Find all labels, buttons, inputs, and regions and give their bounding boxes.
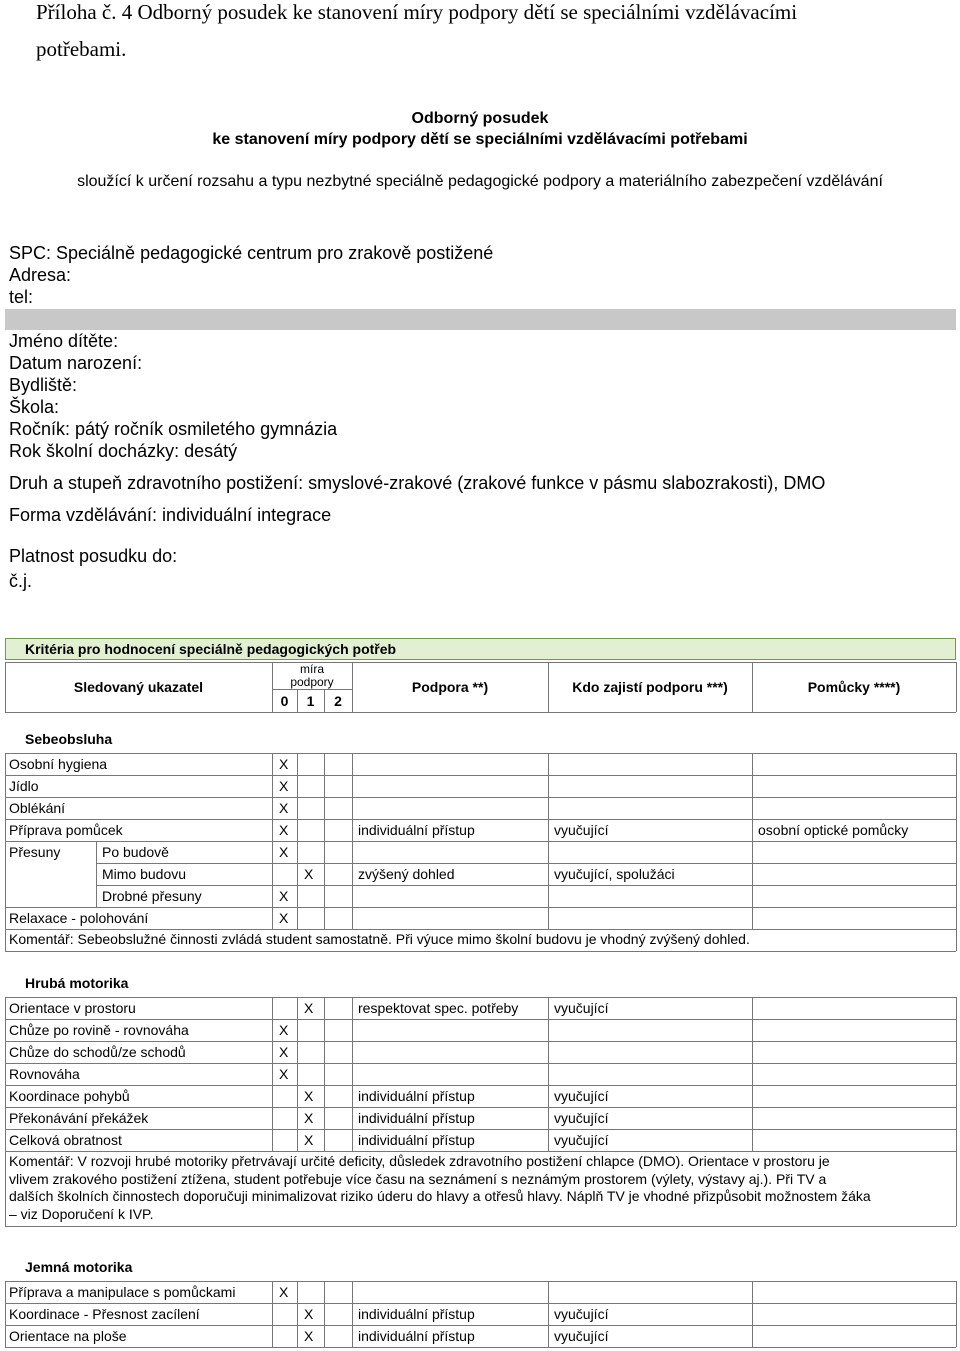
column-border — [5, 775, 6, 797]
section-comment-line: vlivem zrakového postižení ztížena, student potřebuje více času na seznámení s neznámým prostorem (výlety, výstavy aj.). Při TV a — [9, 1170, 827, 1187]
child-name-label: Jméno dítěte: — [9, 331, 119, 351]
row-label: Orientace na ploše — [9, 1328, 127, 1344]
col-provider-header: Kdo zajistí podporu ***) — [572, 679, 728, 695]
support-value: individuální přístup — [358, 1110, 475, 1126]
row-border — [5, 1085, 956, 1086]
column-border — [297, 997, 298, 1019]
column-border — [352, 775, 353, 797]
column-border — [548, 1303, 549, 1325]
column-border — [297, 753, 298, 775]
column-border — [272, 775, 273, 797]
column-border — [272, 1085, 273, 1107]
column-border — [324, 841, 325, 863]
column-border — [297, 841, 298, 863]
col-measure-header-top: míra — [300, 662, 324, 676]
column-border — [752, 1041, 753, 1063]
row-border — [5, 929, 956, 930]
column-border — [752, 863, 753, 885]
column-border — [297, 1281, 298, 1303]
column-border — [956, 929, 957, 951]
column-border — [752, 1063, 753, 1085]
column-border — [272, 841, 273, 863]
column-border — [956, 885, 957, 907]
column-border — [352, 863, 353, 885]
column-border — [5, 841, 6, 863]
column-border — [752, 907, 753, 929]
column-border — [956, 1085, 957, 1107]
section-title: Sebeobsluha — [25, 731, 113, 747]
child-school-label: Škola: — [9, 397, 60, 417]
column-border — [297, 775, 298, 797]
section-title: Hrubá motorika — [25, 975, 129, 991]
column-border — [956, 1303, 957, 1325]
column-border — [5, 929, 6, 951]
support-value: individuální přístup — [358, 1132, 475, 1148]
column-border — [956, 797, 957, 819]
column-border — [297, 885, 298, 907]
section-table-top — [5, 753, 956, 754]
row-label: Příprava a manipulace s pomůckami — [9, 1284, 236, 1300]
support-level-mark: X — [304, 1306, 314, 1322]
column-border — [548, 841, 549, 863]
column-border — [272, 863, 273, 885]
section-comment-line: dalších školních činnostech doporučuji minimalizovat riziko úderu do hlavy a otřesů hlavy. Náplň TV je vhodné přizpůsobit možnostem žáka — [9, 1188, 871, 1205]
support-level-mark: X — [304, 1088, 314, 1104]
attachment-heading-line2: potřebami. — [36, 37, 127, 61]
column-border — [956, 753, 957, 775]
column-border — [297, 863, 298, 885]
row-label: Celková obratnost — [9, 1132, 122, 1148]
column-border — [297, 1085, 298, 1107]
column-border — [352, 753, 353, 775]
column-border — [548, 1063, 549, 1085]
comment-border — [5, 951, 956, 952]
col-aids-header: Pomůcky ****) — [807, 679, 901, 695]
spc-name: SPC: Speciálně pedagogické centrum pro zrakově postižené — [9, 243, 494, 263]
row-label: Relaxace - polohování — [9, 910, 149, 926]
row-label: Orientace v prostoru — [9, 1000, 136, 1016]
provider-value: vyučující, spolužáci — [554, 866, 675, 882]
column-border — [548, 1107, 549, 1129]
column-border — [956, 1281, 957, 1303]
column-border — [956, 1107, 957, 1129]
level-0-header: 0 — [280, 693, 289, 709]
row-label: Rovnováha — [9, 1066, 80, 1082]
column-border — [352, 1303, 353, 1325]
row-group-label: Přesuny — [9, 844, 61, 860]
section-comment-line: Komentář: V rozvoji hrubé motoriky přetrvávají určité deficity, důsledek zdravotního postižení chlapce (DMO). Orientace v prostoru je — [9, 1153, 830, 1169]
row-label: Překonávání překážek — [9, 1110, 149, 1126]
section-title: Jemná motorika — [25, 1259, 133, 1275]
provider-value: vyučující — [554, 1088, 609, 1104]
column-border — [5, 1303, 6, 1325]
column-border — [352, 819, 353, 841]
column-border — [956, 907, 957, 929]
address-label: Adresa: — [9, 265, 72, 285]
column-border — [5, 753, 6, 775]
provider-value: vyučující — [554, 1328, 609, 1344]
column-border — [548, 1129, 549, 1151]
column-border — [297, 907, 298, 929]
row-label: Chůze do schodů/ze schodů — [9, 1044, 186, 1060]
row-border — [5, 775, 956, 776]
column-border — [352, 1107, 353, 1129]
child-school-year: Rok školní docházky: desátý — [9, 441, 238, 461]
section-comment-line: Komentář: Sebeobslužné činnosti zvládá student samostatně. Při výuce mimo školní budovu je vhodný zvýšený dohled. — [9, 931, 750, 947]
column-border — [96, 841, 97, 863]
column-border — [324, 863, 325, 885]
child-grade: Ročník: pátý ročník osmiletého gymnázia — [9, 419, 338, 439]
column-border — [5, 797, 6, 819]
column-border — [272, 1325, 273, 1347]
column-border — [5, 1041, 6, 1063]
phone-label: tel: — [9, 287, 34, 307]
comment-border — [5, 1226, 956, 1227]
column-border — [96, 885, 97, 907]
column-border — [352, 841, 353, 863]
column-border — [272, 753, 273, 775]
education-form: Forma vzdělávání: individuální integrace — [9, 505, 332, 525]
column-border — [352, 1019, 353, 1041]
column-border — [548, 1325, 549, 1347]
document-title: Odborný posudek — [411, 110, 549, 127]
column-border — [956, 841, 957, 863]
row-border — [96, 885, 956, 886]
column-border — [352, 997, 353, 1019]
support-level-mark: X — [279, 778, 289, 794]
column-border — [272, 797, 273, 819]
column-border — [956, 1151, 957, 1226]
row-border — [5, 1041, 956, 1042]
column-border — [272, 819, 273, 841]
column-border — [752, 775, 753, 797]
column-border — [352, 1085, 353, 1107]
column-border — [752, 1129, 753, 1151]
column-border — [5, 819, 6, 841]
column-border — [272, 885, 273, 907]
column-border — [324, 1063, 325, 1085]
level-2-header: 2 — [334, 693, 342, 709]
section-table-top — [5, 997, 956, 998]
row-border — [5, 1303, 956, 1304]
support-value: zvýšený dohled — [358, 866, 455, 882]
column-border — [752, 841, 753, 863]
col-measure-header-bottom: podpory — [290, 675, 334, 689]
column-border — [548, 753, 549, 775]
column-border — [956, 863, 957, 885]
provider-value: vyučující — [554, 1306, 609, 1322]
header-line-top — [5, 662, 956, 663]
column-border — [752, 885, 753, 907]
support-level-mark: X — [279, 1044, 289, 1060]
column-border — [548, 907, 549, 929]
column-border — [5, 1019, 6, 1041]
column-border — [324, 1325, 325, 1347]
row-border — [5, 1325, 956, 1326]
column-border — [548, 1085, 549, 1107]
validity-label: Platnost posudku do: — [9, 546, 178, 566]
row-border — [5, 1347, 956, 1348]
child-residence-label: Bydliště: — [9, 375, 78, 395]
column-border — [752, 1085, 753, 1107]
column-border — [324, 819, 325, 841]
row-label: Mimo budovu — [102, 866, 187, 882]
column-border — [548, 997, 549, 1019]
column-border — [5, 885, 6, 907]
column-border — [752, 753, 753, 775]
column-border — [352, 885, 353, 907]
column-border — [352, 1063, 353, 1085]
support-level-mark: X — [279, 1066, 289, 1082]
row-label: Příprava pomůcek — [9, 822, 123, 838]
column-border — [5, 1151, 6, 1226]
separator-band — [5, 309, 956, 330]
support-value: individuální přístup — [358, 1306, 475, 1322]
row-label: Koordinace pohybů — [9, 1088, 130, 1104]
column-border — [5, 1281, 6, 1303]
document-subtitle: ke stanovení míry podpory dětí se speciálními vzdělávacími potřebami — [212, 131, 748, 148]
row-border — [5, 1019, 956, 1020]
column-border — [297, 1303, 298, 1325]
column-border — [324, 1107, 325, 1129]
support-level-mark: X — [279, 800, 289, 816]
column-border — [352, 1041, 353, 1063]
column-border — [956, 1041, 957, 1063]
support-level-mark: X — [279, 1284, 289, 1300]
column-border — [297, 1129, 298, 1151]
column-border — [956, 1129, 957, 1151]
support-level-mark: X — [279, 844, 289, 860]
support-level-mark: X — [279, 822, 289, 838]
column-border — [548, 885, 549, 907]
column-border — [272, 907, 273, 929]
column-border — [352, 1281, 353, 1303]
column-border — [956, 819, 957, 841]
column-border — [324, 1019, 325, 1041]
column-border — [324, 775, 325, 797]
reference-number-label: č.j. — [9, 571, 33, 591]
support-level-mark: X — [304, 866, 314, 882]
column-border — [297, 1063, 298, 1085]
provider-value: vyučující — [554, 822, 609, 838]
column-border — [96, 863, 97, 885]
column-border — [5, 1085, 6, 1107]
column-border — [272, 1303, 273, 1325]
provider-value: vyučující — [554, 1132, 609, 1148]
child-birth-label: Datum narození: — [9, 353, 143, 373]
column-border — [272, 1063, 273, 1085]
column-border — [752, 797, 753, 819]
support-level-mark: X — [279, 888, 289, 904]
support-level-mark: X — [279, 1022, 289, 1038]
column-border — [297, 819, 298, 841]
criteria-title: Kritéria pro hodnocení speciálně pedagogických potřeb — [25, 641, 397, 657]
column-border — [272, 1129, 273, 1151]
column-border — [324, 997, 325, 1019]
column-border — [548, 1281, 549, 1303]
row-border — [5, 1129, 956, 1130]
column-border — [272, 1019, 273, 1041]
column-border — [548, 1041, 549, 1063]
column-border — [956, 1325, 957, 1347]
col-support-header: Podpora **) — [411, 679, 489, 695]
column-border — [5, 1107, 6, 1129]
column-border — [752, 819, 753, 841]
aids-value: osobní optické pomůcky — [758, 822, 909, 838]
section-comment-line: – viz Doporučení k IVP. — [9, 1206, 154, 1223]
column-border — [352, 1129, 353, 1151]
column-border — [272, 1281, 273, 1303]
row-label: Po budově — [102, 844, 169, 860]
column-border — [548, 819, 549, 841]
column-border — [956, 1063, 957, 1085]
support-value: individuální přístup — [358, 822, 475, 838]
support-level-mark: X — [304, 1110, 314, 1126]
column-border — [548, 863, 549, 885]
support-level-mark: X — [304, 1132, 314, 1148]
column-border — [324, 753, 325, 775]
column-border — [352, 907, 353, 929]
column-border — [297, 1325, 298, 1347]
column-border — [324, 1041, 325, 1063]
row-border — [5, 1063, 956, 1064]
row-border — [5, 1151, 956, 1152]
row-label: Drobné přesuny — [102, 888, 202, 904]
column-border — [956, 997, 957, 1019]
row-label: Oblékání — [9, 800, 66, 816]
support-value: individuální přístup — [358, 1328, 475, 1344]
column-border — [752, 1303, 753, 1325]
row-label: Jídlo — [9, 778, 39, 794]
row-border — [5, 907, 956, 908]
column-border — [548, 1019, 549, 1041]
support-level-mark: X — [279, 756, 289, 772]
column-border — [5, 863, 6, 885]
support-level-mark: X — [304, 1000, 314, 1016]
column-border — [324, 1085, 325, 1107]
column-border — [272, 1107, 273, 1129]
provider-value: vyučující — [554, 1110, 609, 1126]
column-border — [956, 1019, 957, 1041]
header-border-right — [956, 662, 957, 712]
disability-type: Druh a stupeň zdravotního postižení: smyslové-zrakové (zrakové funkce v pásmu slabozrakosti), DMO — [9, 473, 826, 493]
row-border — [5, 819, 956, 820]
column-border — [297, 797, 298, 819]
column-border — [272, 1041, 273, 1063]
column-border — [548, 775, 549, 797]
row-label: Chůze po rovině - rovnováha — [9, 1022, 189, 1038]
column-border — [352, 797, 353, 819]
support-level-mark: X — [304, 1328, 314, 1344]
column-border — [548, 797, 549, 819]
column-border — [5, 1325, 6, 1347]
column-border — [272, 997, 273, 1019]
header-line-bottom — [5, 712, 956, 713]
support-value: respektovat spec. potřeby — [358, 1000, 519, 1016]
attachment-heading-line1: Příloha č. 4 Odborný posudek ke stanovení míry podpory dětí se speciálními vzdělávacími — [36, 0, 798, 24]
column-border — [752, 1325, 753, 1347]
column-border — [752, 1019, 753, 1041]
column-border — [352, 1325, 353, 1347]
column-border — [297, 1107, 298, 1129]
header-levels-line — [272, 689, 352, 690]
column-border — [752, 997, 753, 1019]
row-border — [5, 841, 956, 842]
column-border — [324, 885, 325, 907]
row-border — [96, 863, 956, 864]
column-border — [297, 1019, 298, 1041]
row-label: Osobní hygiena — [9, 756, 108, 772]
column-border — [5, 1063, 6, 1085]
row-border — [5, 797, 956, 798]
column-border — [5, 907, 6, 929]
column-border — [956, 775, 957, 797]
col-indicator-header: Sledovaný ukazatel — [73, 679, 204, 695]
row-border — [5, 1107, 956, 1108]
column-border — [324, 797, 325, 819]
level-1-header: 1 — [306, 693, 315, 709]
column-border — [324, 907, 325, 929]
column-border — [752, 1107, 753, 1129]
column-border — [5, 997, 6, 1019]
row-label: Koordinace - Přesnost zacílení — [9, 1306, 200, 1322]
column-border — [324, 1281, 325, 1303]
support-value: individuální přístup — [358, 1088, 475, 1104]
support-level-mark: X — [279, 910, 289, 926]
column-border — [297, 1041, 298, 1063]
document-purpose: sloužící k určení rozsahu a typu nezbytné speciálně pedagogické podpory a materiálního zabezpečení vzdělávání — [77, 173, 883, 190]
section-table-top — [5, 1281, 956, 1282]
column-border — [5, 1129, 6, 1151]
provider-value: vyučující — [554, 1000, 609, 1016]
column-border — [752, 1281, 753, 1303]
column-border — [324, 1303, 325, 1325]
column-border — [324, 1129, 325, 1151]
